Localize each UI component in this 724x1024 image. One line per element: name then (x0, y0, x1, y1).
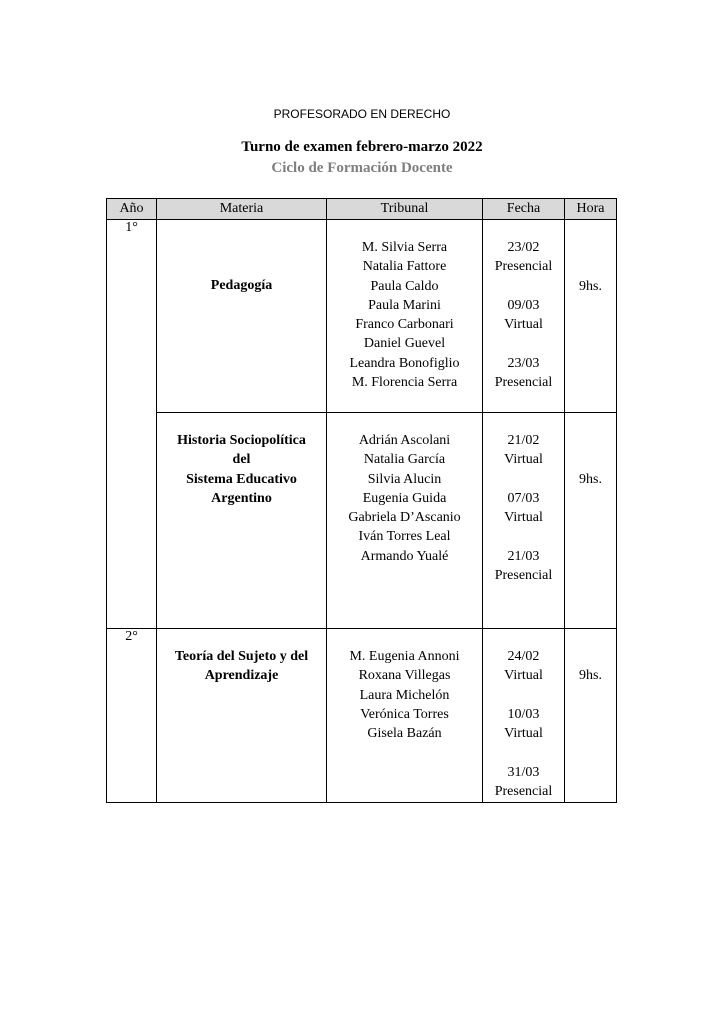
year-cell (107, 220, 157, 629)
hora-value: 9hs. (579, 668, 602, 683)
column-header-tribunal: Tribunal (327, 199, 483, 220)
tribunal-member: Silvia Alucin (367, 471, 442, 487)
fecha-line: 24/02 (507, 649, 540, 664)
tribunal-member: Natalia García (363, 452, 446, 468)
tribunal-member: Adrián Ascolani (358, 433, 451, 448)
tribunal-member: M. Silvia Serra (361, 240, 448, 255)
fecha-line (483, 686, 564, 705)
tribunal-cell (327, 413, 483, 629)
materia-line: del (232, 452, 251, 468)
fecha-line: 09/03 (507, 297, 540, 313)
materia-cell (157, 220, 327, 413)
fecha-line: Virtual (504, 726, 543, 742)
fecha-cell (483, 629, 565, 803)
tribunal-member: Eugenia Guida (362, 490, 447, 506)
fecha-line: Presencial (494, 568, 553, 584)
fecha-line: Presencial (494, 375, 553, 391)
year-label: 2° (125, 629, 138, 644)
tribunal-cell (327, 629, 483, 803)
table-row (107, 629, 617, 803)
column-header-fecha: Fecha (483, 199, 565, 220)
hora-cell (565, 220, 617, 413)
table-header-row (107, 199, 617, 220)
tribunal-member: Leandra Bonofiglio (349, 355, 460, 371)
materia-line: Teoría del Sujeto y del (174, 649, 309, 664)
tribunal-member: Laura Michelón (359, 687, 450, 703)
program-name: PROFESORADO EN DERECHO (273, 107, 451, 121)
tribunal-cell (327, 220, 483, 413)
materia-line: Argentino (211, 490, 272, 506)
column-header-hora: Hora (565, 199, 617, 220)
tribunal-member: Natalia Fattore (362, 259, 447, 275)
fecha-cell (483, 413, 565, 629)
table-row (107, 413, 617, 629)
materia-line: Historia Sociopolítica (177, 433, 306, 448)
fecha-line: 23/02 (507, 240, 540, 255)
tribunal-member: Armando Yualé (360, 548, 449, 564)
fecha-line: Virtual (504, 668, 543, 684)
tribunal-member: Daniel Guevel (363, 336, 446, 352)
fecha-line: 21/02 (507, 433, 540, 448)
fecha-line: 23/03 (507, 355, 540, 371)
materia-cell (157, 629, 327, 803)
materia-line: Pedagogía (210, 278, 273, 293)
column-header-anio: Año (107, 199, 157, 220)
fecha-line: Virtual (504, 510, 543, 526)
column-header-materia: Materia (157, 199, 327, 220)
fecha-line (483, 527, 564, 546)
tribunal-member: Iván Torres Leal (358, 529, 451, 545)
fecha-line: Virtual (504, 317, 543, 333)
fecha-cell (483, 220, 565, 413)
table-row (107, 220, 617, 413)
tribunal-member: Verónica Torres (360, 706, 449, 722)
materia-line: Aprendizaje (204, 668, 279, 684)
tribunal-member: Gisela Bazán (367, 726, 442, 742)
hora-cell (565, 629, 617, 803)
fecha-line: Presencial (494, 259, 553, 275)
tribunal-member: M. Eugenia Annoni (349, 649, 460, 664)
exam-schedule-table (106, 198, 617, 803)
fecha-line: 21/03 (507, 548, 540, 564)
hora-cell (565, 413, 617, 629)
fecha-line: Presencial (494, 784, 553, 800)
tribunal-member: Roxana Villegas (358, 668, 451, 684)
fecha-line (483, 743, 564, 762)
fecha-line (483, 470, 564, 489)
fecha-line: 07/03 (507, 490, 540, 506)
hora-value: 9hs. (579, 472, 602, 487)
materia-cell (157, 413, 327, 629)
tribunal-member: Paula Caldo (370, 278, 439, 294)
fecha-line (483, 334, 564, 353)
tribunal-member: M. Florencia Serra (351, 375, 458, 391)
tribunal-member: Franco Carbonari (355, 317, 454, 333)
fecha-line (483, 277, 564, 296)
fecha-line: 31/03 (507, 764, 540, 780)
exam-title: Turno de examen febrero-marzo 2022 (241, 139, 483, 155)
tribunal-member: Gabriela D’Ascanio (348, 510, 461, 526)
year-cell (107, 629, 157, 803)
hora-value: 9hs. (579, 279, 602, 294)
fecha-line: 10/03 (507, 706, 540, 722)
materia-line: Sistema Educativo (186, 471, 297, 487)
fecha-line: Virtual (504, 452, 543, 468)
tribunal-member: Paula Marini (368, 297, 441, 313)
exam-subtitle: Ciclo de Formación Docente (271, 160, 453, 176)
year-label: 1° (125, 220, 138, 235)
